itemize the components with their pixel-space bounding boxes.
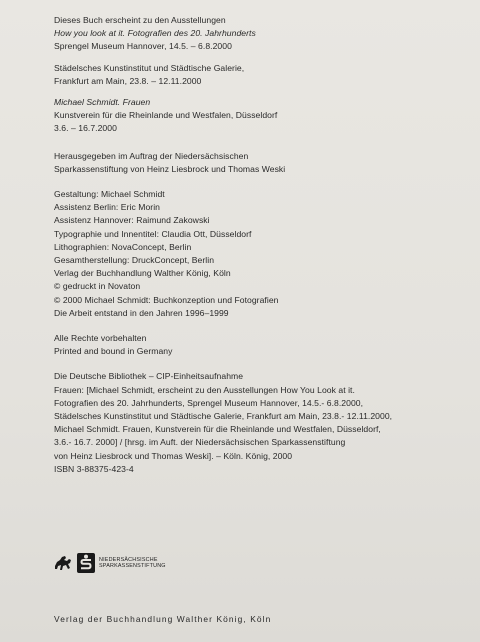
colophon-text — [54, 14, 464, 484]
cip-block — [54, 370, 464, 476]
exhibition-title-1: How you look at it. Fotografien des 20. Jahrhunderts — [54, 28, 256, 39]
rights-line-1: Alle Rechte vorbehalten — [54, 333, 147, 344]
credit-line: Die Arbeit entstand in den Jahren 1996–1999 — [54, 307, 229, 318]
editors-line-1: Herausgegeben im Auftrag der Niedersächsischen — [54, 150, 249, 161]
credit-line: Typographie und Innentitel: Claudia Ott, Düsseldorf — [54, 228, 252, 239]
sparkassenstiftung-logo — [53, 548, 253, 578]
credit-line: © 2000 Michael Schmidt: Buchkonzeption und Fotografien — [54, 294, 279, 305]
cip-line: Städelsches Kunstinstitut und Städtische Galerie, Frankfurt am Main, 23.8.- 12.11.2000, — [54, 411, 393, 422]
exhibition-block-3 — [54, 96, 464, 136]
logo-line-2: SPARKASSENSTIFTUNG — [99, 563, 166, 569]
credit-line: Lithographien: NovaConcept, Berlin — [54, 241, 192, 252]
publisher-footer: Verlag der Buchhandlung Walther König, Köln — [54, 614, 272, 624]
credit-line: Verlag der Buchhandlung Walther König, Köln — [54, 268, 231, 279]
isbn: ISBN 3-88375-423-4 — [54, 463, 134, 474]
exhibition-venue-3b: 3.6. – 16.7.2000 — [54, 123, 117, 134]
horse-icon — [53, 554, 75, 572]
credit-line: Gestaltung: Michael Schmidt — [54, 189, 165, 200]
exhibition-intro: Dieses Buch erscheint zu den Ausstellungen — [54, 15, 226, 25]
exhibition-venue-3a: Kunstverein für die Rheinlande und Westfalen, Düsseldorf — [54, 110, 278, 121]
credit-line: Gesamtherstellung: DruckConcept, Berlin — [54, 255, 215, 266]
sparkasse-s-icon — [77, 553, 95, 573]
editors-line-2: Sparkassenstiftung von Heinz Liesbrock und Thomas Weski — [54, 163, 286, 174]
exhibition-venue-2a: Städelsches Kunstinstitut und Städtische Galerie, — [54, 62, 245, 73]
editors-block — [54, 150, 464, 176]
cip-line: Fotografien des 20. Jahrhunderts, Sprengel Museum Hannover, 14.5.- 6.8.2000, — [54, 397, 364, 408]
exhibition-block-1 — [54, 14, 464, 54]
rights-line-2: Printed and bound in Germany — [54, 346, 173, 357]
cip-line: Michael Schmidt. Frauen, Kunstverein für die Rheinlande und Westfalen, Düsseldorf, — [54, 424, 381, 435]
exhibition-venue-2b: Frankfurt am Main, 23.8. – 12.11.2000 — [54, 75, 202, 86]
exhibition-venue-1: Sprengel Museum Hannover, 14.5. – 6.8.2000 — [54, 41, 232, 52]
credit-line: © gedruckt in Novaton — [54, 281, 141, 292]
logo-wordmark — [99, 557, 166, 569]
cip-line: 3.6.- 16.7. 2000] / [hrsg. im Auft. der Niedersächsischen Sparkassenstiftung — [54, 437, 346, 448]
cip-line: von Heinz Liesbrock und Thomas Weski]. – Köln. König, 2000 — [54, 450, 293, 461]
credits-block — [54, 188, 464, 320]
rights-block — [54, 332, 464, 358]
logo-line-1: NIEDERSÄCHSISCHE — [99, 556, 158, 563]
credit-line: Assistenz Berlin: Eric Morin — [54, 202, 160, 213]
cip-line: Die Deutsche Bibliothek – CIP-Einheitsaufnahme — [54, 371, 244, 382]
exhibition-block-2 — [54, 62, 464, 88]
cip-line: Frauen: [Michael Schmidt, erscheint zu den Ausstellungen How You Look at it. — [54, 384, 355, 395]
credit-line: Assistenz Hannover: Raimund Zakowski — [54, 215, 210, 226]
exhibition-title-2: Michael Schmidt. Frauen — [54, 97, 151, 108]
